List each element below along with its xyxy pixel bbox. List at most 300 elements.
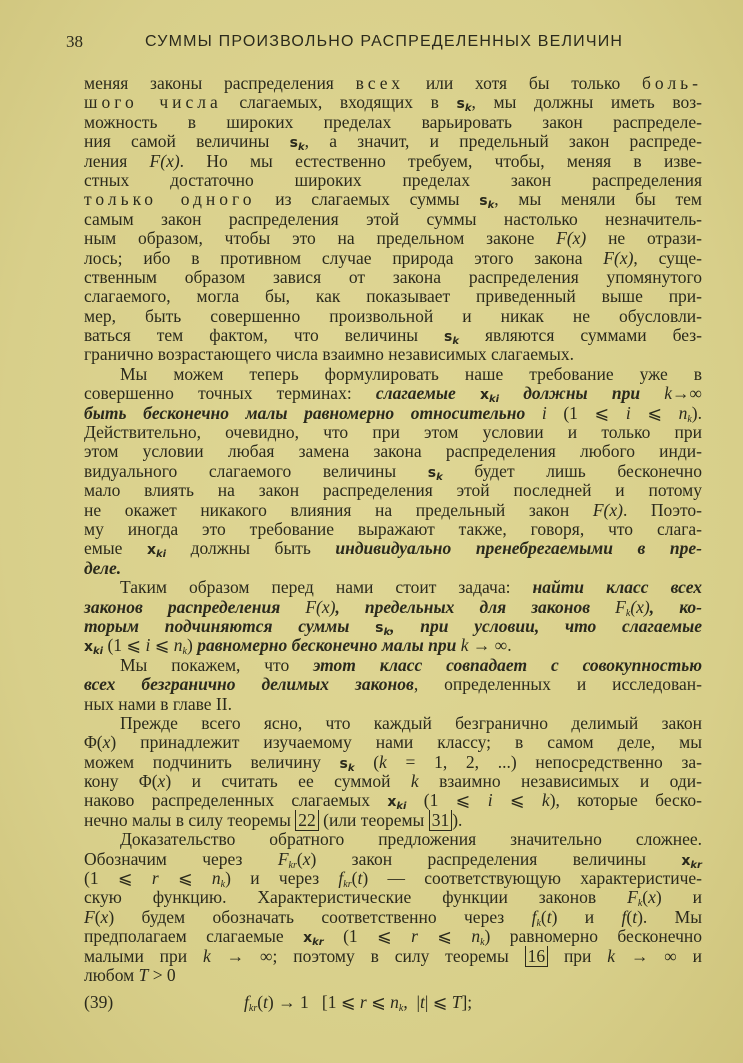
math-symbol-text: n <box>678 402 688 423</box>
subscript: kr <box>248 1003 258 1014</box>
italic-emphasis <box>84 597 305 617</box>
spaced-emphasis-text: только одного <box>84 189 256 210</box>
subscript: k <box>220 879 226 891</box>
text-run: ( <box>94 906 101 927</box>
text-run: → ∞. <box>468 635 512 656</box>
text-line <box>84 868 703 891</box>
text-run: ния самой величины <box>84 131 290 152</box>
italic-emphasis <box>84 403 542 423</box>
math-symbol <box>648 887 656 907</box>
math-symbol <box>152 868 159 888</box>
text-run: слагаемых, входящих в <box>221 92 457 113</box>
math-symbol-text: n <box>471 926 481 947</box>
random-variable <box>84 639 104 658</box>
equation-label: (39) <box>84 992 114 1012</box>
text-run: Таким образом перед нами стоит задача: <box>120 577 533 598</box>
subscript: k <box>637 898 643 910</box>
text-line <box>84 171 702 190</box>
subscript: k <box>398 1003 404 1014</box>
text-run: слагаемого, могла бы, как показывает приведенный выше при- <box>84 286 702 307</box>
text-run: ) и считать ее суммой <box>165 771 411 792</box>
random-variable-text: x <box>84 639 94 656</box>
italic-emphasis <box>650 597 702 617</box>
text-run: ным образом, чтобы это на предельном законе <box>84 228 557 249</box>
text-line <box>84 189 702 212</box>
math-symbol <box>461 635 469 655</box>
math-symbol-text: i <box>541 402 547 423</box>
text-line <box>84 501 702 520</box>
text-line <box>84 617 702 636</box>
text-run: ( <box>626 906 633 927</box>
text-run: лось; ибо в противном случае природа этого закона <box>84 247 604 268</box>
text-run: можем подчинить величину <box>84 751 340 772</box>
math-symbol <box>278 849 297 869</box>
italic-emphasis-text: найти класс всех <box>532 577 702 598</box>
text-run: ⩽ <box>366 992 391 1012</box>
text-run: любом <box>84 964 139 985</box>
math-symbol-text: f <box>244 992 249 1012</box>
math-symbol-text: F <box>627 887 638 908</box>
text-run: (или теоремы <box>318 809 429 830</box>
random-variable <box>340 756 355 772</box>
text-line <box>84 287 702 306</box>
math-symbol-text: k <box>541 790 550 811</box>
math-symbol-text: F <box>615 596 626 617</box>
subscript: ki <box>396 801 407 813</box>
math-symbol <box>542 790 550 810</box>
italic-emphasis <box>84 616 375 636</box>
math-symbol-text: k <box>460 635 469 656</box>
random-variable <box>681 853 702 869</box>
math-symbol-text: k <box>664 383 672 404</box>
text-line <box>84 345 702 364</box>
math-symbol-text: F(x) <box>149 150 180 171</box>
random-variable-text: s <box>456 96 465 113</box>
text-line <box>84 442 702 461</box>
text-run: → ∞; поэтому в силу теоремы <box>210 945 525 966</box>
italic-emphasis <box>335 597 615 617</box>
text-line <box>84 113 702 132</box>
math-symbol-text: F(x) <box>592 499 623 520</box>
subscript: k <box>383 626 391 638</box>
random-variable <box>146 542 167 561</box>
text-run: ( <box>540 906 547 927</box>
text-run: меняя законы распределения <box>84 73 356 93</box>
text-line <box>84 538 702 561</box>
math-symbol <box>679 403 692 423</box>
text-line <box>84 947 702 966</box>
body-text <box>84 74 702 985</box>
italic-emphasis-text: равномерно бесконечно малы при <box>197 635 461 656</box>
text-line <box>84 249 702 268</box>
math-symbol <box>593 500 623 520</box>
text-run: ) и <box>551 906 622 927</box>
text-run: , | <box>403 992 420 1012</box>
text-run: ) и через <box>225 868 339 889</box>
text-line <box>84 695 702 714</box>
italic-emphasis-text: торым подчиняются суммы <box>84 615 376 636</box>
italic-emphasis <box>335 538 702 558</box>
text-run: из слагаемых суммы <box>255 189 480 210</box>
random-variable-text: x <box>387 794 397 811</box>
math-symbol-text: F(x) <box>556 228 587 249</box>
math-symbol <box>615 597 630 617</box>
text-line <box>84 559 702 578</box>
italic-emphasis-text: законов распределения <box>84 596 306 617</box>
math-symbol-text: T <box>138 964 149 985</box>
subscript: k <box>452 336 460 348</box>
text-run: Действительно, очевидно, что при этом условии и только при <box>84 422 702 443</box>
text-run: малыми при <box>84 945 204 966</box>
text-run: наково распределенных слагаемых <box>84 790 388 811</box>
spaced-emphasis <box>356 73 404 93</box>
text-line <box>84 733 702 752</box>
text-line <box>84 811 702 830</box>
italic-emphasis <box>84 674 414 694</box>
text-line <box>84 423 702 442</box>
text-run: ), которые беско- <box>549 790 702 811</box>
random-variable <box>444 329 460 348</box>
math-symbol <box>338 868 352 891</box>
text-run: (1 ⩽ <box>103 635 146 656</box>
text-run: или хотя бы только <box>404 73 643 93</box>
math-symbol-text: T <box>451 992 462 1012</box>
text-run: ( <box>257 992 264 1012</box>
italic-emphasis-text: , при условии, что слагаемые <box>390 615 702 636</box>
random-variable-text: x <box>303 930 313 947</box>
italic-emphasis <box>533 577 703 597</box>
text-run: . Поэто- <box>622 499 702 520</box>
theorem-reference <box>525 946 549 967</box>
text-run: ⩽ <box>417 926 472 947</box>
math-symbol-text: n <box>211 868 221 889</box>
math-symbol-text: F <box>84 906 95 927</box>
text-line <box>84 578 702 597</box>
text-run: , а значит, и предельный закон распреде- <box>304 131 702 152</box>
math-symbol <box>627 887 643 910</box>
random-variable <box>428 465 443 481</box>
text-run: Доказательство обратного предложения значительно сложнее. <box>120 829 702 850</box>
text-run: Φ( <box>84 732 103 753</box>
spaced-emphasis-text: всех <box>355 73 405 93</box>
math-symbol-text: r <box>411 926 418 947</box>
text-run: ) → 1 [1 ⩽ <box>267 992 360 1012</box>
italic-emphasis <box>197 635 461 655</box>
text-run: ( <box>354 751 380 772</box>
text-run: (1 ⩽ <box>84 868 152 889</box>
italic-emphasis <box>390 616 702 636</box>
text-line <box>84 92 703 115</box>
math-symbol-text: f <box>621 906 627 927</box>
text-line <box>84 656 702 675</box>
text-line <box>84 598 702 617</box>
spaced-emphasis-text: боль- <box>642 73 702 93</box>
text-run: предполагаем слагаемые <box>84 926 304 947</box>
text-line <box>84 404 702 423</box>
math-symbol <box>603 248 633 268</box>
math-symbol <box>150 151 180 171</box>
theorem-reference-text: 16 <box>527 945 546 966</box>
math-symbol-text: i <box>145 635 151 656</box>
random-variable <box>479 193 495 212</box>
subscript: k <box>298 142 305 154</box>
random-variable-text: s <box>479 193 488 210</box>
italic-emphasis-text: , ко- <box>649 596 703 617</box>
text-run: ) будем обозначать соответственно через <box>108 906 532 927</box>
text-run: стных достаточно широких пределах закон распределения <box>84 169 702 190</box>
math-symbol <box>607 946 615 966</box>
subscript: kr <box>312 937 324 949</box>
random-variable-text: s <box>375 619 384 636</box>
italic-emphasis-text: индивидуально пренебрегаемыми в пре- <box>335 538 702 559</box>
spaced-emphasis <box>642 73 702 93</box>
text-line <box>84 152 702 171</box>
text-run: ственным образом завися от закона распределения упомянутого <box>84 266 702 287</box>
text-run: (1 ⩽ <box>546 402 626 423</box>
text-run: не отрази- <box>586 228 702 249</box>
text-run: ]; <box>461 992 473 1012</box>
theorem-reference <box>429 810 453 831</box>
text-run: (1 ⩽ <box>406 790 488 811</box>
text-run: должны быть <box>166 538 336 559</box>
text-run: гранично возрастающего числа взаимно независимых слагаемых. <box>84 344 574 365</box>
subscript: k <box>182 646 187 658</box>
text-run: нечно малы в силу теоремы <box>84 809 296 830</box>
math-symbol <box>203 946 211 966</box>
text-run: , суще- <box>633 247 702 268</box>
math-symbol-text: t <box>419 992 425 1012</box>
text-run: при <box>548 945 608 966</box>
random-variable <box>375 620 390 636</box>
math-symbol-text: r <box>359 992 367 1012</box>
text-line <box>84 830 702 849</box>
text-run: = 1, 2, ...) непосредственно за- <box>386 751 703 772</box>
text-run: взаимно независимых и оди- <box>418 771 702 792</box>
text-line <box>84 520 702 539</box>
random-variable <box>456 96 472 115</box>
text-run: → ∞ и <box>615 945 703 966</box>
text-run: мало влиять на закон распределения этой последней и потому <box>84 480 702 501</box>
equation-expression <box>244 992 472 1013</box>
text-run: совершенно точных терминах: <box>84 383 376 404</box>
text-run: > 0 <box>148 964 176 985</box>
math-symbol-text: k <box>203 945 211 966</box>
text-run: ) <box>186 635 198 656</box>
math-symbol <box>244 992 257 1012</box>
math-symbol-text: t <box>357 868 363 889</box>
text-run: . Но мы естественно требуем, чтобы, меняя в изве- <box>179 150 702 171</box>
text-line <box>84 966 702 985</box>
math-symbol-text: n <box>390 992 399 1012</box>
text-line <box>84 926 703 949</box>
text-run: ) — соответствующую характеристиче- <box>362 868 703 889</box>
spaced-emphasis <box>84 189 256 209</box>
subscript: k <box>687 413 692 425</box>
math-symbol-text: k <box>410 771 419 792</box>
text-line <box>84 753 702 772</box>
subscript: ki <box>155 549 167 561</box>
text-line <box>84 74 702 93</box>
math-symbol-text: x <box>157 771 166 792</box>
random-variable-text: s <box>444 329 453 346</box>
math-symbol <box>139 965 149 985</box>
text-run: , определенных и исследован- <box>413 674 702 695</box>
math-symbol <box>411 771 419 791</box>
math-symbol-text: F <box>277 848 289 869</box>
text-run: ). Мы <box>637 906 702 927</box>
math-symbol-text: x <box>302 848 311 869</box>
subscript: ki <box>488 394 500 406</box>
random-variable-text: x <box>681 852 691 869</box>
random-variable <box>289 135 305 154</box>
subscript: k <box>536 917 541 929</box>
text-run: ). <box>452 809 463 830</box>
text-line <box>84 772 702 791</box>
text-line <box>84 908 702 927</box>
math-symbol <box>84 907 95 927</box>
text-run: | ⩽ <box>424 992 452 1012</box>
text-line <box>84 635 702 658</box>
italic-emphasis-text: всех безгранично делимых законов <box>84 674 414 695</box>
text-run: Мы покажем, что <box>120 654 314 675</box>
italic-emphasis-text: этот класс совпадает с совокупностью <box>313 654 702 675</box>
text-run: ления <box>84 150 150 171</box>
subscript: k <box>480 937 485 949</box>
text-run: ) закон распределения величины <box>310 848 682 869</box>
random-variable <box>303 930 324 949</box>
subscript: k <box>464 103 472 115</box>
italic-emphasis-text: , предельных для законов <box>335 596 616 617</box>
text-line <box>84 210 702 229</box>
text-run: емые <box>84 538 147 559</box>
text-run: →∞ <box>672 383 702 404</box>
text-run: ( <box>351 868 358 889</box>
spaced-emphasis <box>84 92 222 112</box>
subscript: k <box>347 762 355 774</box>
text-run: ⩽ <box>158 868 212 889</box>
theorem-reference-text: 22 <box>298 809 316 830</box>
math-symbol-text: i <box>625 402 631 423</box>
math-symbol-text: k <box>607 945 616 966</box>
italic-emphasis-text: быть бесконечно малы равномерно относительно <box>84 402 542 423</box>
math-symbol <box>532 907 541 927</box>
text-run: мер, быть совершенно произвольной и никак не обусловли- <box>84 305 702 326</box>
italic-emphasis-text: деле. <box>84 557 122 578</box>
random-variable <box>479 387 500 406</box>
text-run: , мы должны иметь воз- <box>471 92 703 113</box>
math-symbol-text: f <box>531 906 537 927</box>
text-line <box>84 383 702 406</box>
text-run: ) равномерно бесконечно <box>484 926 703 947</box>
text-run: этом условии любая замена закона распределения любого инди- <box>84 441 702 462</box>
running-title: СУММЫ ПРОИЗВОЛЬНО РАСПРЕДЕЛЕННЫХ ВЕЛИЧИН <box>145 33 624 50</box>
math-symbol-text: x <box>648 887 656 908</box>
text-line <box>84 714 702 733</box>
text-line <box>84 268 702 287</box>
text-run: будет лишь бесконечно <box>442 460 702 481</box>
text-run: ⩽ <box>630 402 679 423</box>
random-variable-text: s <box>339 755 348 772</box>
text-run: видуального слагаемого величины <box>84 460 428 481</box>
math-symbol-text: f <box>338 868 344 889</box>
subscript: k <box>487 200 495 212</box>
text-run: му иногда это требование выражают также, говоря, что слага- <box>84 518 702 539</box>
text-run: являются суммами без- <box>459 325 702 346</box>
text-run: не окажет никакого влияния на предельный закон <box>84 499 593 520</box>
subscript: k <box>436 471 443 483</box>
italic-emphasis <box>376 383 480 403</box>
random-variable-text: s <box>427 464 437 481</box>
random-variable-text: x <box>479 387 489 404</box>
text-line <box>84 325 702 348</box>
text-run: , мы меняли бы тем <box>494 189 702 210</box>
text-run: ( <box>296 848 303 869</box>
text-run: Прежде всего ясно, что каждый безгранично делимый закон <box>120 712 702 733</box>
math-symbol <box>305 597 335 617</box>
random-variable-text: s <box>289 135 298 152</box>
math-symbol-text: k <box>379 751 387 772</box>
math-symbol-text: n <box>173 635 183 656</box>
text-run: ). <box>691 402 702 423</box>
italic-emphasis-text: слагаемые <box>375 383 480 404</box>
page-number: 38 <box>66 32 83 51</box>
text-run: (1 ⩽ <box>323 926 412 947</box>
math-symbol <box>471 926 485 949</box>
text-run: ( <box>642 887 649 908</box>
text-run: ных нами в главе II. <box>84 693 232 714</box>
math-symbol-text: x <box>100 906 109 927</box>
math-symbol-text: F(x) <box>305 596 336 617</box>
subscript: kr <box>288 859 297 871</box>
italic-emphasis <box>84 558 121 578</box>
text-run: Мы можем теперь формулировать наше требование уже в <box>120 363 702 384</box>
math-symbol <box>379 752 387 772</box>
text-run: кону Φ( <box>84 771 158 792</box>
text-run: ваться тем фактом, что величины <box>84 325 445 346</box>
math-symbol-text: i <box>487 790 493 811</box>
subscript: k <box>625 607 631 619</box>
math-symbol-text: (x) <box>630 596 650 617</box>
text-line <box>84 675 702 694</box>
text-line <box>84 481 702 500</box>
math-symbol <box>360 992 367 1012</box>
math-symbol-text: t <box>632 906 638 927</box>
math-symbol-text: t <box>263 992 268 1012</box>
subscript: kr <box>690 859 702 871</box>
text-line <box>84 887 702 910</box>
text-line <box>84 365 702 384</box>
text-run: ⩽ <box>150 635 174 656</box>
random-variable <box>387 794 407 813</box>
math-symbol <box>630 597 649 617</box>
math-symbol <box>556 228 586 248</box>
subscript: ki <box>93 646 104 658</box>
math-symbol-text: t <box>546 906 552 927</box>
text-line <box>84 462 702 481</box>
text-run: Обозначим через <box>84 848 278 869</box>
text-line <box>84 307 702 326</box>
theorem-reference <box>295 810 319 831</box>
italic-emphasis <box>313 655 702 675</box>
text-line <box>84 229 702 248</box>
text-line <box>84 850 702 869</box>
math-symbol <box>211 868 226 891</box>
math-symbol-text: r <box>151 868 159 889</box>
text-run: можность в широких пределах варьировать закон распределе- <box>84 111 702 132</box>
random-variable-text: x <box>146 542 156 559</box>
text-run: ⩽ <box>492 790 542 811</box>
math-symbol <box>411 926 418 946</box>
